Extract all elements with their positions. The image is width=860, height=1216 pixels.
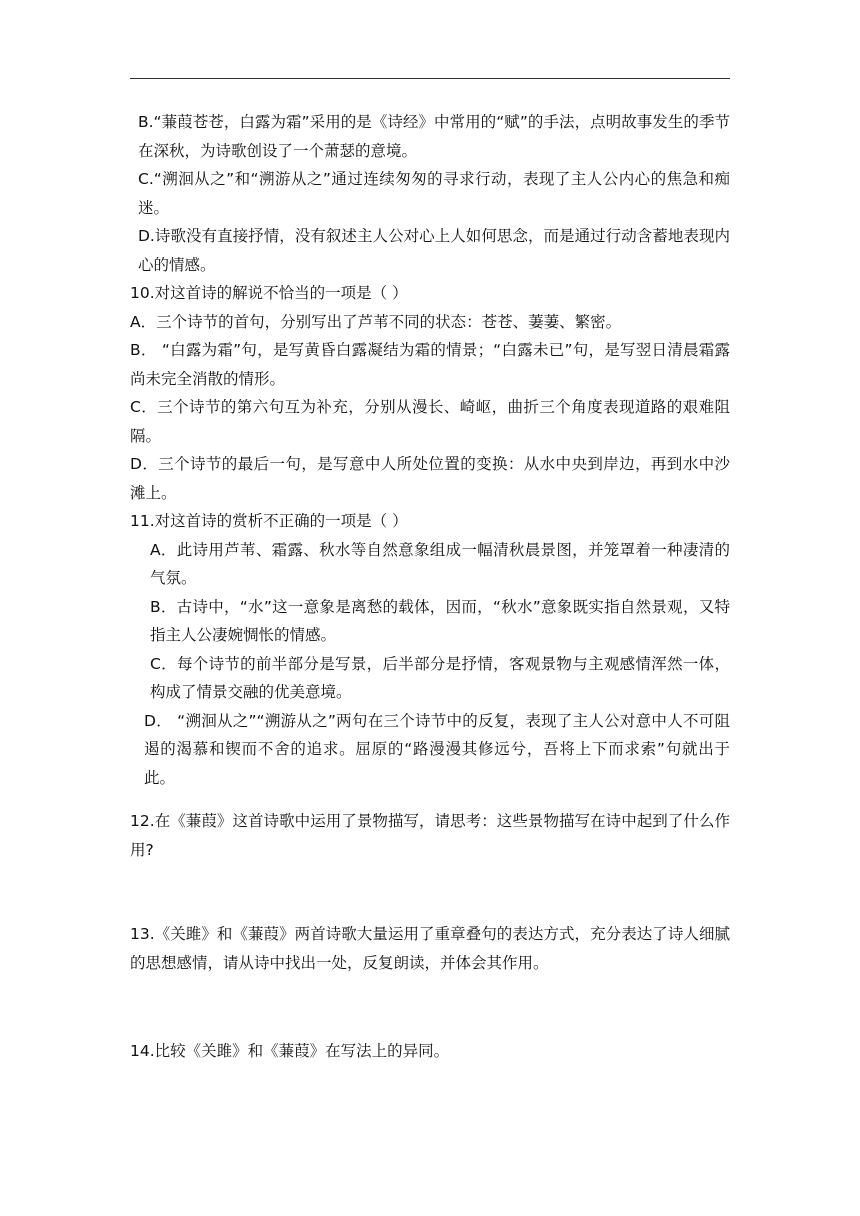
q10-option-b: B． “白露为霜”句，是写黄昏白露凝结为霜的情景；“白露未已”句，是写翌日清晨霜露尚未完全消散的情形。: [130, 341, 730, 388]
q9-option-b: B.“蒹葭苍苍，白露为霜”采用的是《诗经》中常用的“赋”的手法，点明故事发生的季节在深秋，为诗歌创设了一个萧瑟的意境。: [138, 113, 730, 160]
q10-option-c: C．三个诗节的第六句互为补充，分别从漫长、崎岖，曲折三个角度表现道路的艰难阻隔。: [130, 398, 730, 445]
q11-option-a: A．此诗用芦苇、霜露、秋水等自然意象组成一幅清秋晨景图，并笼罩着一种凄清的气氛。: [150, 540, 730, 587]
q12-question: 12.在《蒹葭》这首诗歌中运用了景物描写，请思考：这些景物描写在诗中起到了什么作用?: [130, 812, 730, 859]
q9-option-d: D.诗歌没有直接抒情，没有叙述主人公对心上人如何思念，而是通过行动含蓄地表现内心的情感。: [138, 227, 730, 274]
q11-stem: 11.对这首诗的赏析不正确的一项是（ ）: [130, 512, 408, 530]
q10-stem: 10.对这首诗的解说不恰当的一项是（ ）: [130, 284, 408, 302]
header-rule: [130, 78, 730, 79]
q11-option-c: C．每个诗节的前半部分是写景，后半部分是抒情，客观景物与主观感情浑然一体，构成了情景交融的优美意境。: [150, 654, 730, 701]
q11-option-d: D． “溯洄从之”“溯游从之”两句在三个诗节中的反复，表现了主人公对意中人不可阻遏的渴慕和锲而不舍的追求。屈原的“路漫漫其修远兮，吾将上下而求索”句就出于此。: [144, 711, 730, 787]
q9-option-c: C.“溯洄从之”和“溯游从之”通过连续匆匆的寻求行动，表现了主人公内心的焦急和痴迷。: [138, 170, 730, 217]
q10-option-d: D．三个诗节的最后一句，是写意中人所处位置的变换：从水中央到岸边，再到水中沙滩上。: [130, 455, 730, 502]
q11-option-b: B．古诗中，“水”这一意象是离愁的载体，因而，“秋水”意象既实指自然景观，又特指主人公凄婉惆怅的情感。: [150, 597, 730, 644]
q14-question: 14.比较《关雎》和《蒹葭》在写法上的异同。: [130, 1042, 450, 1060]
answer-space: [130, 864, 730, 920]
q10-option-a: A．三个诗节的首句，分别写出了芦苇不同的状态：苍苍、萋萋、繁密。: [130, 312, 622, 331]
spacer: [130, 792, 730, 807]
document-body: [130, 108, 730, 1066]
q13-question: 13.《关雎》和《蒹葭》两首诗歌大量运用了重章叠句的表达方式，充分表达了诗人细腻的思想感情，请从诗中找出一处，反复朗读，并体会其作用。: [130, 925, 730, 972]
answer-space: [130, 977, 730, 1037]
